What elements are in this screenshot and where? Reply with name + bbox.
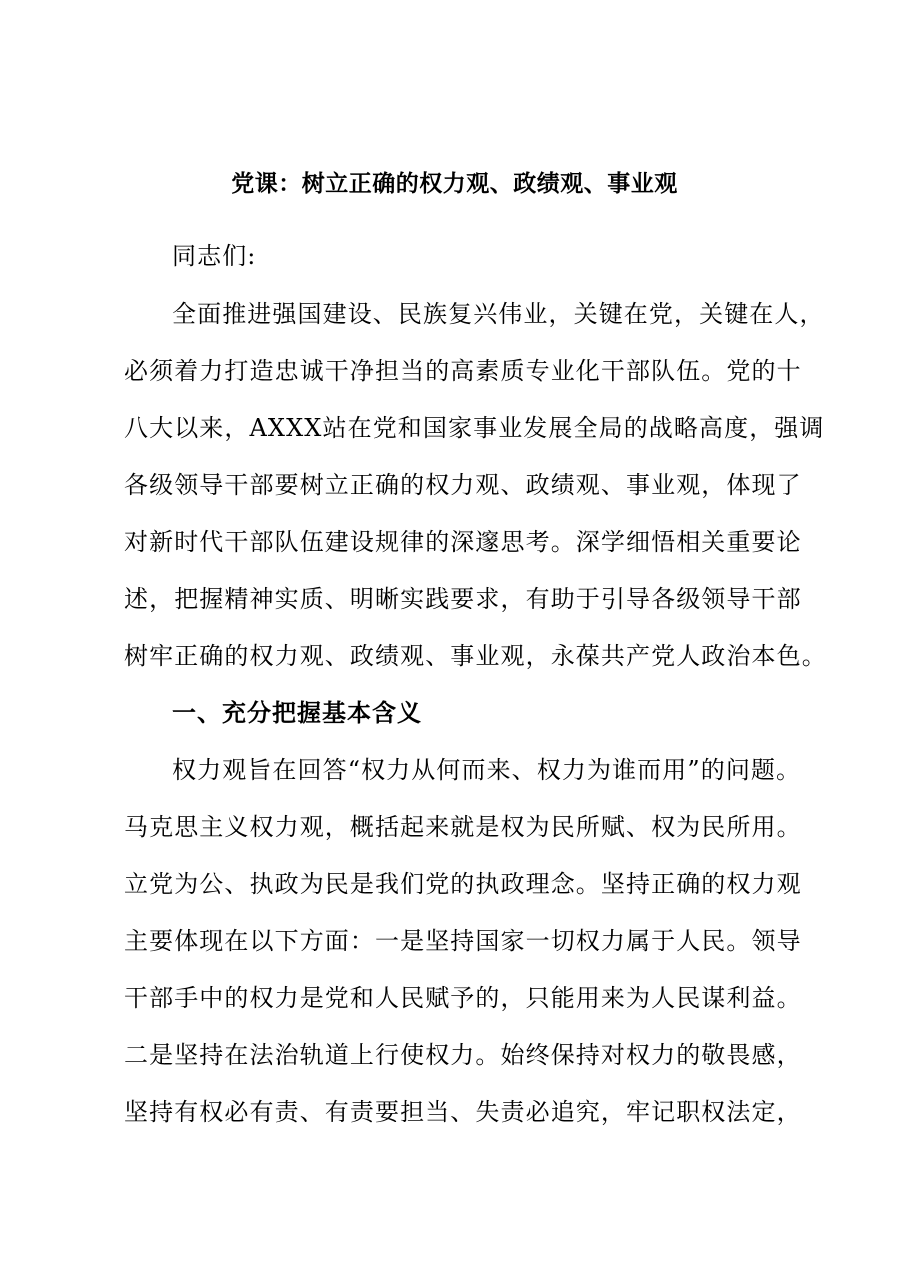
paragraph-line: 权力观旨在回答“权力从何而来、权力为谁而用”的问题。 <box>172 756 802 784</box>
paragraph-line: 干部手中的权力是党和人民赋予的，只能用来为人民谋利益。 <box>124 984 802 1012</box>
paragraph-line: 必须着力打造忠诚干净担当的高素质专业化干部队伍。党的十 <box>124 357 802 385</box>
paragraph-line: 二是坚持在法治轨道上行使权力。始终保持对权力的敬畏感， <box>124 1041 802 1069</box>
paragraph-line: 对新时代干部队伍建设规律的深邃思考。深学细悟相关重要论 <box>124 528 802 556</box>
paragraph-line: 马克思主义权力观，概括起来就是权为民所赋、权为民所用。 <box>124 813 802 841</box>
paragraph-line: 立党为公、执政为民是我们党的执政理念。坚持正确的权力观 <box>124 870 802 898</box>
paragraph-line: 述，把握精神实质、明晰实践要求，有助于引导各级领导干部 <box>124 585 802 613</box>
document-title: 党课：树立正确的权力观、政绩观、事业观 <box>231 170 678 197</box>
paragraph-line: 各级领导干部要树立正确的权力观、政绩观、事业观，体现了 <box>124 471 802 499</box>
greeting: 同志们: <box>172 242 257 270</box>
section-heading: 一、充分把握基本含义 <box>172 698 422 727</box>
paragraph-line: 全面推进强国建设、民族复兴伟业，关键在党，关键在人， <box>172 300 825 328</box>
paragraph-line: 主要体现在以下方面：一是坚持国家一切权力属于人民。领导 <box>124 927 802 955</box>
paragraph-line: 八大以来，AXXX站在党和国家事业发展全局的战略高度，强调 <box>124 414 825 442</box>
paragraph-line: 坚持有权必有责、有责要担当、失责必追究，牢记职权法定， <box>124 1098 802 1126</box>
paragraph-line: 树牢正确的权力观、政绩观、事业观，永葆共产党人政治本色。 <box>124 642 827 670</box>
